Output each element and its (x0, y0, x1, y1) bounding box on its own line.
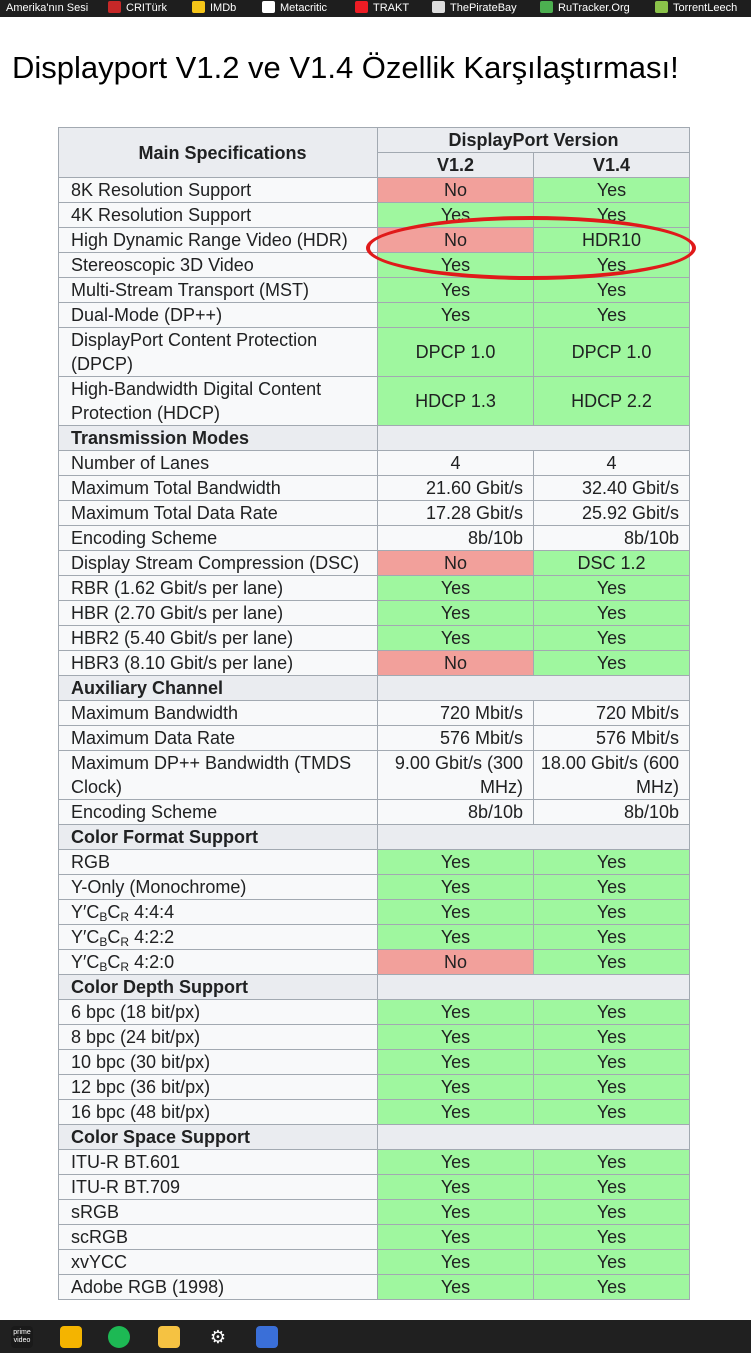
table-row (59, 601, 690, 626)
table-row (59, 278, 690, 303)
value-v14: Yes (534, 900, 690, 925)
value-v14: Yes (534, 576, 690, 601)
value-v14: Yes (534, 1100, 690, 1125)
metacritic-icon (262, 1, 275, 13)
section-header: Color Depth Support (59, 975, 378, 1000)
section-row (59, 1125, 690, 1150)
spec-name-part: Y′C (71, 952, 100, 972)
bookmarks-bar (0, 0, 751, 17)
value-v12: No (378, 178, 534, 203)
spec-name: Maximum Total Bandwidth (59, 476, 378, 501)
bookmark-imdb[interactable] (192, 0, 236, 17)
section-row (59, 676, 690, 701)
table-row (59, 451, 690, 476)
section-header-blank (378, 1125, 690, 1150)
section-header-blank (378, 426, 690, 451)
spec-name: Encoding Scheme (59, 526, 378, 551)
section-row (59, 426, 690, 451)
value-v14: Yes (534, 850, 690, 875)
table-row (59, 551, 690, 576)
value-v12: Yes (378, 900, 534, 925)
spec-name-part: R (120, 960, 130, 974)
value-v12: Yes (378, 626, 534, 651)
value-v12: Yes (378, 1250, 534, 1275)
value-v14: Yes (534, 651, 690, 676)
value-v12: 576 Mbit/s (378, 726, 534, 751)
spec-name: High-Bandwidth Digital Content Protection (HDCP) (59, 377, 378, 426)
value-v12: 9.00 Gbit/s (300 MHz) (378, 751, 534, 800)
spec-name: High Dynamic Range Video (HDR) (59, 228, 378, 253)
value-v12: Yes (378, 303, 534, 328)
spec-name: 8 bpc (24 bit/px) (59, 1025, 378, 1050)
table-row (59, 800, 690, 825)
settings-gear-icon[interactable]: ⚙ (207, 1326, 229, 1348)
section-header-blank (378, 825, 690, 850)
value-v14: Yes (534, 1200, 690, 1225)
spec-name-part: C (107, 927, 121, 947)
spec-name-part: Y′C (71, 927, 100, 947)
value-v14: Yes (534, 1225, 690, 1250)
value-v12: HDCP 1.3 (378, 377, 534, 426)
spec-name: 4K Resolution Support (59, 203, 378, 228)
bookmark-label: RuTracker.Org (558, 2, 630, 14)
spec-name: xvYCC (59, 1250, 378, 1275)
value-v12: 17.28 Gbit/s (378, 501, 534, 526)
spec-comparison-table (58, 127, 690, 1300)
spec-name: Multi-Stream Transport (MST) (59, 278, 378, 303)
spec-table-body (59, 178, 690, 1300)
value-v14: 8b/10b (534, 526, 690, 551)
bookmark-globe[interactable] (6, 0, 88, 17)
header-displayport-version: DisplayPort Version (378, 128, 690, 153)
table-row (59, 950, 690, 975)
table-row (59, 1150, 690, 1175)
section-header: Auxiliary Channel (59, 676, 378, 701)
value-v14: 8b/10b (534, 800, 690, 825)
value-v12: Yes (378, 253, 534, 278)
table-row (59, 751, 690, 800)
header-version-v14: V1.4 (534, 153, 690, 178)
rutracker-icon (540, 1, 553, 13)
value-v12: Yes (378, 1200, 534, 1225)
imdb-icon (192, 1, 205, 13)
spec-name (59, 900, 378, 925)
section-row (59, 825, 690, 850)
value-v14: Yes (534, 1250, 690, 1275)
pirate-ship-icon (432, 1, 445, 13)
spec-name (59, 925, 378, 950)
value-v12: No (378, 950, 534, 975)
bookmark-label: Amerika'nın Sesi (6, 2, 89, 14)
table-row (59, 626, 690, 651)
table-row (59, 377, 690, 426)
table-row (59, 1250, 690, 1275)
spec-name-part: 4:4:4 (129, 902, 175, 922)
bookmark-torrentleech[interactable] (655, 0, 737, 17)
table-row (59, 925, 690, 950)
section-header: Color Space Support (59, 1125, 378, 1150)
spec-name-part: R (120, 910, 130, 924)
bookmark-label: ThePirateBay (450, 2, 517, 14)
value-v12: 8b/10b (378, 800, 534, 825)
table-row (59, 701, 690, 726)
value-v14: Yes (534, 1075, 690, 1100)
file-explorer-icon[interactable] (158, 1326, 180, 1348)
section-header: Color Format Support (59, 825, 378, 850)
bookmark-criturk[interactable] (108, 0, 167, 17)
spec-name: RBR (1.62 Gbit/s per lane) (59, 576, 378, 601)
table-row (59, 526, 690, 551)
bookmark-rutracker[interactable] (540, 0, 630, 17)
value-v12: 8b/10b (378, 526, 534, 551)
spec-name (59, 950, 378, 975)
section-header: Transmission Modes (59, 426, 378, 451)
spec-name: ITU-R BT.601 (59, 1150, 378, 1175)
spec-name: Number of Lanes (59, 451, 378, 476)
value-v14: 576 Mbit/s (534, 726, 690, 751)
value-v12: Yes (378, 875, 534, 900)
bookmark-label: Metacritic (280, 2, 328, 14)
table-row (59, 726, 690, 751)
value-v12: No (378, 551, 534, 576)
table-row (59, 328, 690, 377)
table-row (59, 576, 690, 601)
spec-name: Maximum Bandwidth (59, 701, 378, 726)
value-v14: Yes (534, 303, 690, 328)
value-v12: Yes (378, 576, 534, 601)
value-v14: Yes (534, 925, 690, 950)
table-row (59, 501, 690, 526)
spec-name: HBR (2.70 Gbit/s per lane) (59, 601, 378, 626)
spec-name: Adobe RGB (1998) (59, 1275, 378, 1300)
table-row (59, 850, 690, 875)
spec-name: Display Stream Compression (DSC) (59, 551, 378, 576)
table-row (59, 1275, 690, 1300)
bookmark-label: CRITürk (126, 2, 167, 14)
value-v12: Yes (378, 1175, 534, 1200)
spec-name: sRGB (59, 1200, 378, 1225)
bookmark-label: TRAKT (373, 2, 410, 14)
spec-name-part: C (107, 902, 121, 922)
table-row (59, 303, 690, 328)
spec-name: Y-Only (Monochrome) (59, 875, 378, 900)
value-v12: 4 (378, 451, 534, 476)
bookmark-trakt[interactable] (355, 0, 409, 17)
value-v12: No (378, 228, 534, 253)
value-v14: Yes (534, 626, 690, 651)
value-v12: Yes (378, 1225, 534, 1250)
value-v14: Yes (534, 1025, 690, 1050)
value-v12: Yes (378, 278, 534, 303)
table-row (59, 1175, 690, 1200)
spec-name: Dual-Mode (DP++) (59, 303, 378, 328)
value-v14: 25.92 Gbit/s (534, 501, 690, 526)
value-v14: Yes (534, 875, 690, 900)
arc-app-icon[interactable] (60, 1326, 82, 1348)
value-v14: Yes (534, 203, 690, 228)
value-v14: Yes (534, 253, 690, 278)
spec-name: Encoding Scheme (59, 800, 378, 825)
value-v14: DPCP 1.0 (534, 328, 690, 377)
table-row (59, 1225, 690, 1250)
spec-name-part: B (99, 910, 108, 924)
spec-name: Maximum Total Data Rate (59, 501, 378, 526)
spec-name-part: B (99, 935, 108, 949)
spec-name: DisplayPort Content Protection (DPCP) (59, 328, 378, 377)
bookmark-label: TorrentLeech (673, 2, 738, 14)
table-row (59, 1075, 690, 1100)
header-version-v12: V1.2 (378, 153, 534, 178)
bookmark-label: IMDb (210, 2, 237, 14)
value-v12: Yes (378, 1100, 534, 1125)
table-row (59, 1100, 690, 1125)
spec-name-part: B (99, 960, 108, 974)
value-v12: Yes (378, 1275, 534, 1300)
table-row (59, 875, 690, 900)
bookmark-pirate-ship[interactable] (432, 0, 517, 17)
paint-app-icon[interactable] (256, 1326, 278, 1348)
value-v14: 720 Mbit/s (534, 701, 690, 726)
value-v12: 21.60 Gbit/s (378, 476, 534, 501)
value-v14: Yes (534, 1000, 690, 1025)
value-v14: 32.40 Gbit/s (534, 476, 690, 501)
value-v14: Yes (534, 178, 690, 203)
table-row (59, 476, 690, 501)
value-v12: Yes (378, 1025, 534, 1050)
criturk-icon (108, 1, 121, 13)
taskbar (0, 1320, 751, 1353)
table-row (59, 900, 690, 925)
spec-name: ITU-R BT.709 (59, 1175, 378, 1200)
bookmark-metacritic[interactable] (262, 0, 327, 17)
spec-name: HBR2 (5.40 Gbit/s per lane) (59, 626, 378, 651)
spec-name: Stereoscopic 3D Video (59, 253, 378, 278)
table-row (59, 1025, 690, 1050)
value-v14: Yes (534, 278, 690, 303)
torrentleech-icon (655, 1, 668, 13)
table-row (59, 651, 690, 676)
spec-name: RGB (59, 850, 378, 875)
trakt-icon (355, 1, 368, 13)
table-row (59, 253, 690, 278)
value-v14: Yes (534, 1175, 690, 1200)
spec-name-part: 4:2:2 (129, 927, 175, 947)
section-header-blank (378, 676, 690, 701)
value-v14: 18.00 Gbit/s (600 MHz) (534, 751, 690, 800)
page-title: Displayport V1.2 ve V1.4 Özellik Karşılaştırması! (12, 50, 679, 85)
spec-name: 6 bpc (18 bit/px) (59, 1000, 378, 1025)
table-row (59, 1000, 690, 1025)
value-v14: DSC 1.2 (534, 551, 690, 576)
value-v12: Yes (378, 601, 534, 626)
spotify-icon[interactable] (108, 1326, 130, 1348)
table-row (59, 178, 690, 203)
spec-name: 10 bpc (30 bit/px) (59, 1050, 378, 1075)
value-v12: 720 Mbit/s (378, 701, 534, 726)
value-v12: Yes (378, 850, 534, 875)
value-v14: HDR10 (534, 228, 690, 253)
value-v14: Yes (534, 1150, 690, 1175)
value-v14: HDCP 2.2 (534, 377, 690, 426)
value-v14: Yes (534, 950, 690, 975)
spec-name-part: 4:2:0 (129, 952, 175, 972)
spec-name: scRGB (59, 1225, 378, 1250)
spec-name-part: C (107, 952, 121, 972)
value-v12: Yes (378, 1050, 534, 1075)
spec-name: Maximum Data Rate (59, 726, 378, 751)
spec-name: 16 bpc (48 bit/px) (59, 1100, 378, 1125)
table-row (59, 1200, 690, 1225)
table-row (59, 1050, 690, 1075)
header-main-specifications: Main Specifications (59, 128, 378, 178)
spec-name: 8K Resolution Support (59, 178, 378, 203)
table-row (59, 203, 690, 228)
value-v12: Yes (378, 203, 534, 228)
value-v12: Yes (378, 1075, 534, 1100)
value-v14: Yes (534, 1050, 690, 1075)
spec-name-part: R (120, 935, 130, 949)
value-v14: Yes (534, 601, 690, 626)
value-v12: Yes (378, 1000, 534, 1025)
table-row (59, 228, 690, 253)
spec-name: 12 bpc (36 bit/px) (59, 1075, 378, 1100)
section-row (59, 975, 690, 1000)
prime-video-icon[interactable]: prime video (11, 1326, 33, 1348)
section-header-blank (378, 975, 690, 1000)
spec-name-part: Y′C (71, 902, 100, 922)
value-v12: No (378, 651, 534, 676)
spec-name: HBR3 (8.10 Gbit/s per lane) (59, 651, 378, 676)
value-v12: Yes (378, 1150, 534, 1175)
value-v12: Yes (378, 925, 534, 950)
value-v12: DPCP 1.0 (378, 328, 534, 377)
spec-name: Maximum DP++ Bandwidth (TMDS Clock) (59, 751, 378, 800)
value-v14: Yes (534, 1275, 690, 1300)
value-v14: 4 (534, 451, 690, 476)
